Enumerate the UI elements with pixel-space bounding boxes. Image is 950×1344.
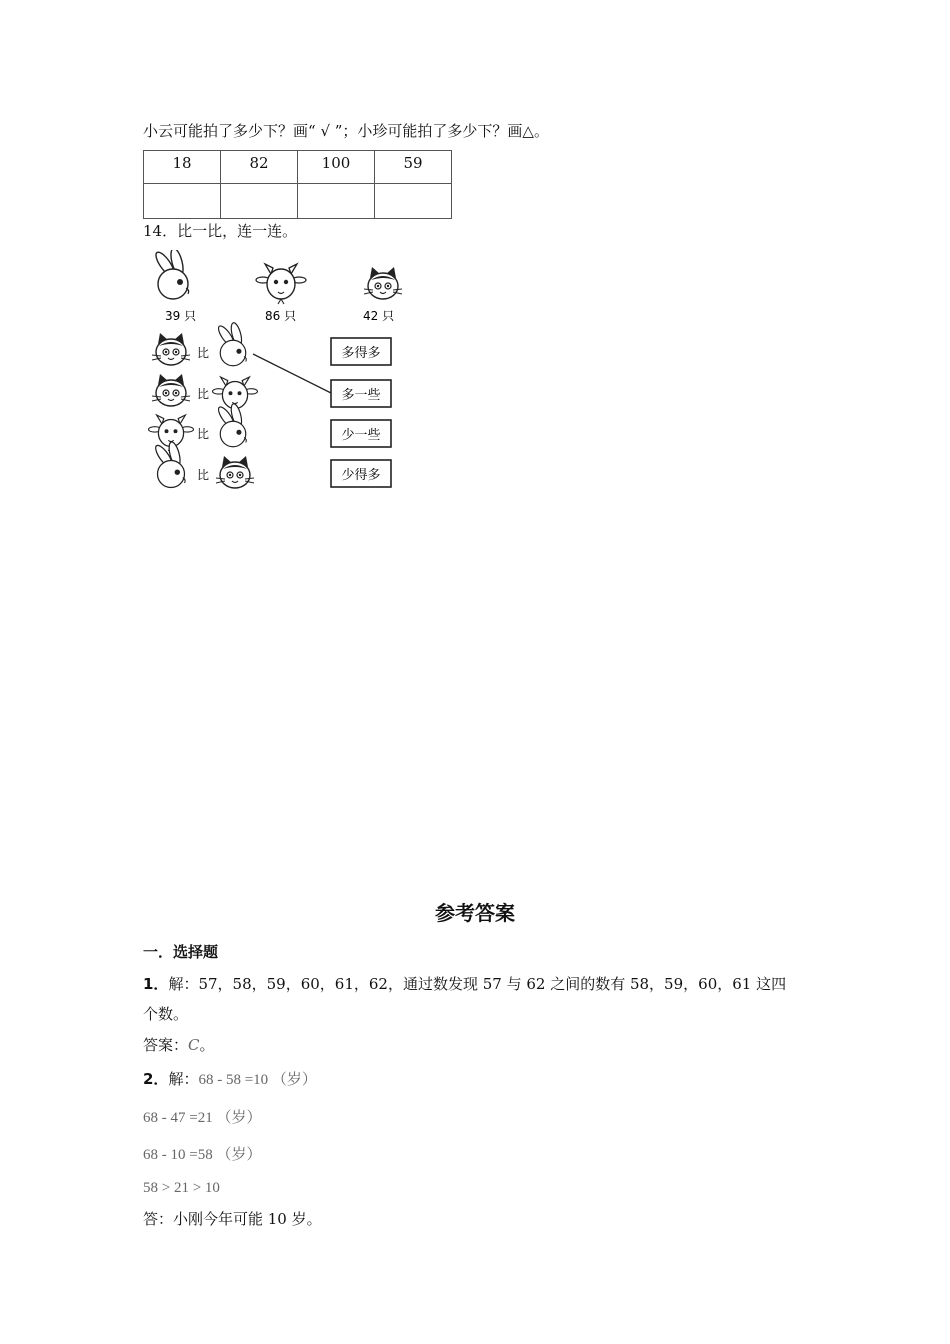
compare-word: 比	[197, 427, 210, 441]
section-heading: 一．选择题	[143, 943, 219, 961]
cat-icon	[152, 333, 190, 365]
cat-icon	[152, 374, 190, 406]
equation: 68 - 10 =58 （岁）	[143, 1147, 262, 1163]
answers-title: 参考答案	[435, 901, 515, 925]
cat-count: 42 只	[363, 309, 395, 323]
connect-line	[253, 354, 331, 393]
q14-heading: 14．比一比，连一连。	[143, 222, 298, 240]
rabbit-icon	[216, 403, 246, 447]
cat-icon	[216, 456, 254, 488]
number-cell: 59	[375, 151, 452, 184]
choice-label: 多得多	[341, 346, 381, 361]
number-table	[143, 150, 452, 219]
compare-figure	[143, 250, 403, 495]
rabbit-icon	[216, 322, 246, 366]
rabbit-icon	[153, 250, 189, 299]
answer-1-line1: 1．解：57，58，59，60，61，62，通过数发现 57 与 62 之间的数有 58，59，60，61 这四	[143, 975, 787, 993]
answer-cell[interactable]	[298, 184, 375, 219]
rabbit-count: 39 只	[165, 309, 197, 323]
goat-count: 86 只	[265, 309, 297, 323]
answer-cell[interactable]	[375, 184, 452, 219]
choice-label: 少一些	[341, 428, 381, 443]
answer-1-line2: 个数。	[143, 1005, 189, 1023]
answer-cell[interactable]	[221, 184, 298, 219]
cat-icon	[364, 267, 402, 299]
rabbit-icon	[153, 441, 185, 488]
number-cell: 82	[221, 151, 298, 184]
answer-2-line1: 2．解：68 - 58 =10 （岁）	[143, 1070, 317, 1088]
number-cell: 100	[298, 151, 375, 184]
answer-1-result: 答案：C。	[143, 1036, 215, 1054]
q13-prompt: 小云可能拍了多少下？画“ √ ”；小珍可能拍了多少下？画△。	[143, 122, 549, 140]
choice-label: 多一些	[341, 388, 381, 403]
compare-word: 比	[197, 387, 210, 401]
equation: 58 > 21 > 10	[143, 1180, 220, 1196]
goat-icon	[256, 264, 306, 304]
answer-2-final: 答：小刚今年可能 10 岁。	[143, 1210, 322, 1228]
answer-cell[interactable]	[144, 184, 221, 219]
number-cell: 18	[144, 151, 221, 184]
answer-2-label: 2．	[143, 1070, 169, 1088]
choice-label: 少得多	[341, 468, 381, 483]
compare-word: 比	[197, 346, 210, 360]
answer-1-label: 1．	[143, 975, 169, 993]
equation: 68 - 47 =21 （岁）	[143, 1110, 262, 1126]
compare-word: 比	[197, 468, 210, 482]
